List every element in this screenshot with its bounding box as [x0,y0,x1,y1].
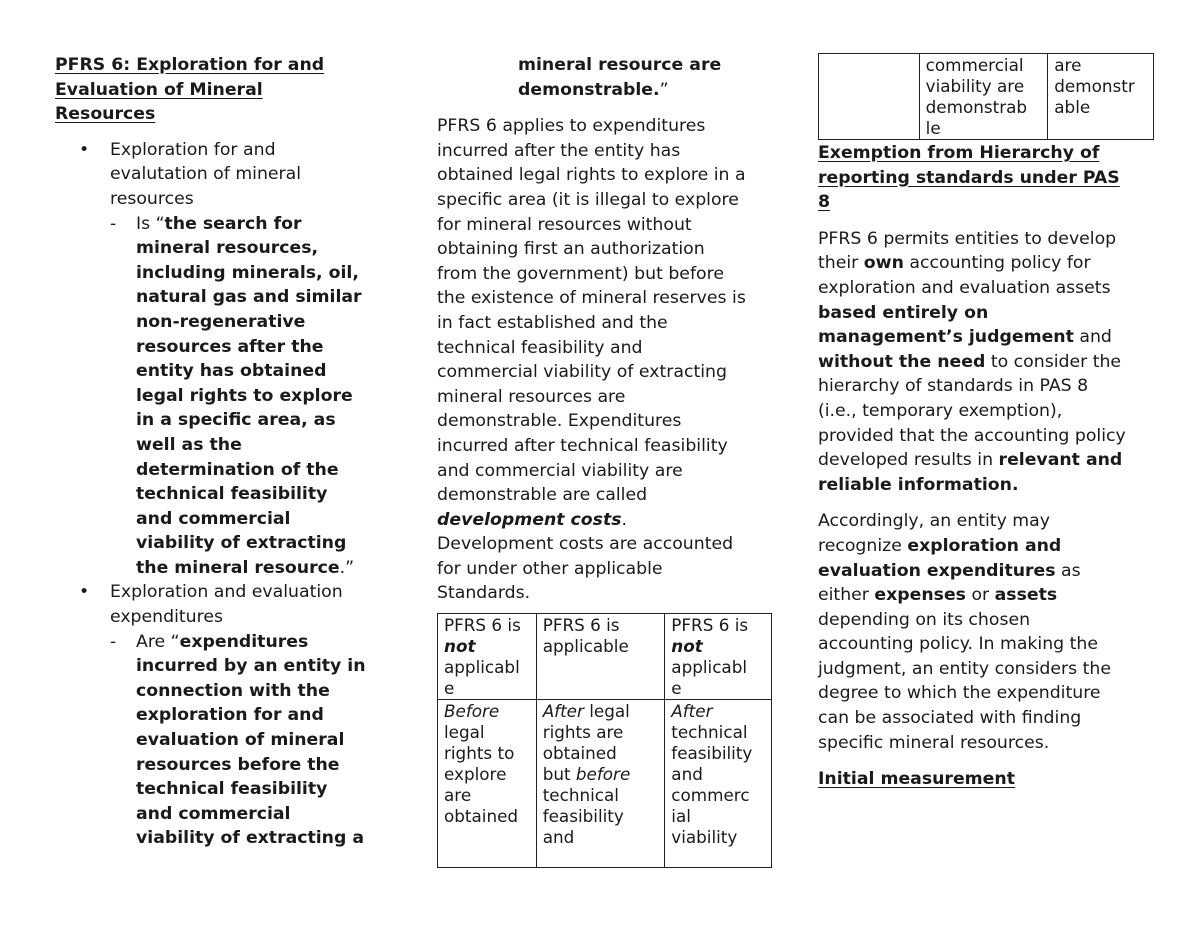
middle-column [437,53,777,868]
table-row [438,614,772,700]
table-cell: Before legal rights to explore are obtained [438,700,537,868]
section-heading-exemption: Exemption from Hierarchy of reporting standards under PAS 8 [818,143,1120,213]
bullet-item-exploration: • Exploration for and evalutation of mineral resources [79,139,302,209]
right-column [818,53,1153,792]
sub-item-expenditures-definition: - Are “expenditures incurred by an entity in connection with the exploration for and evaluation of mineral resources before the technical feasibility and commercial viability of extracting a [110,631,366,849]
bullet-item-expenditures: • Exploration and evaluation expenditures [79,582,343,628]
left-column [55,53,385,851]
dash-icon: - [110,213,117,234]
exemption-paragraph: PFRS 6 permits entities to develop their own accounting policy for exploration and evaluation assets based entirely on management’s judgement and without the need to consider the hierarchy of standards in PAS 8 (i.e., temporary exemption), provided that the accounting policy developed results in relevant and reliable information. [818,228,1126,495]
bullet-icon: • [79,139,90,160]
applicability-table [437,613,772,868]
table-cell: After technical feasibility and commerc ial viability [665,700,772,868]
recognition-paragraph: Accordingly, an entity may recognize exploration and evaluation expenditures as either expenses or assets depending on its chosen accounting policy. In making the judgment, an entity considers the degree to which the expenditure can be associated with finding specific mineral resources. [818,511,1111,753]
table-cell: PFRS 6 is applicable [536,614,665,700]
table-cell: After legal rights are obtained but before technical feasibility and [536,700,665,868]
table-cell: PFRS 6 is not applicabl e [665,614,772,700]
section-heading-initial-measurement: Initial measurement [818,769,1015,790]
table-row [438,700,772,868]
sub-item-definition: - Is “the search for mineral resources, including minerals, oil, natural gas and similar non-regenerative resources after the entity has obtained legal rights to explore in a specific area, as well as the determination of the technical feasibility and commercial viability of extracting the mineral resource.” [110,213,362,578]
table-cell: PFRS 6 is not applicabl e [438,614,537,700]
table-cell: are demonstr able [1048,54,1154,140]
quote-continuation: mineral resource are demonstrable.” [518,55,722,100]
table-cell: commercial viability are demonstrab le [919,54,1048,140]
bullet-icon: • [79,582,90,603]
dash-icon: - [110,631,117,652]
section-heading: PFRS 6: Exploration for and Evaluation of Mineral Resources [55,55,325,125]
table-cell [819,54,920,140]
applicability-paragraph: PFRS 6 applies to expenditures incurred after the entity has obtained legal rights to explore in a specific area (it is illegal to explore for mineral resources without obtaining first an authorization from the government) but before the existence of mineral reserves is in fact established and the technical feasibility and commercial viability of extracting mineral resources are demonstrable. Expenditures incurred after technical feasibility and commercial viability are demonstrable are called development costs. Development costs are accounted for under other applicable Standards. [437,116,746,604]
table-row [819,54,1154,140]
applicability-table-continued [818,53,1154,140]
